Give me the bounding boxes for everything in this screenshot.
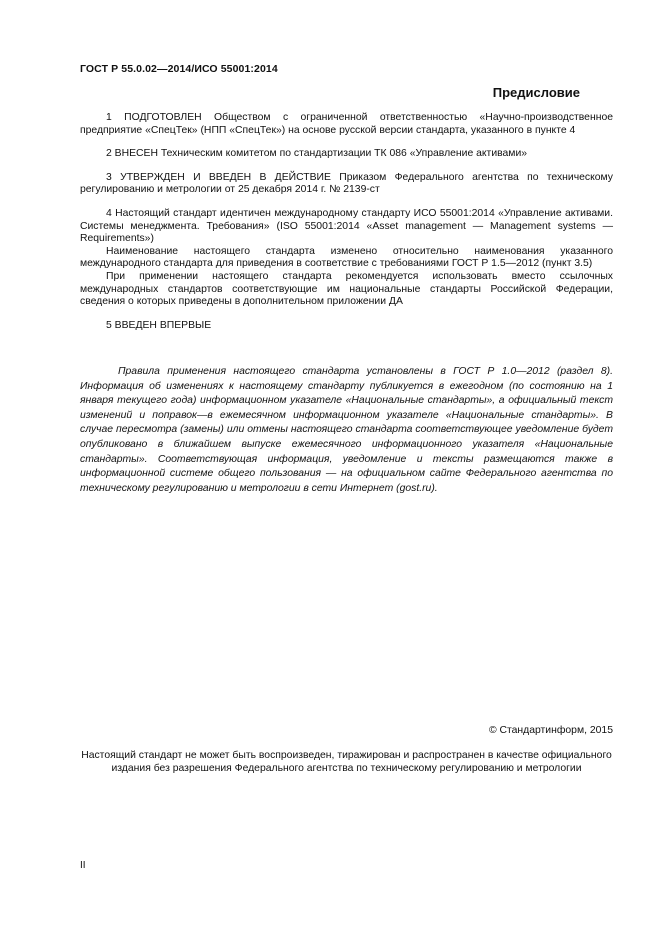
- paragraph-approved: 3 УТВЕРЖДЕН И ВВЕДЕН В ДЕЙСТВИЕ Приказом Федерального агентства по техническому регулированию и метрологии от 25 декабря 2014 г. № 2139-ст: [80, 171, 613, 196]
- page-title: Предисловие: [492, 85, 580, 100]
- paragraph-identical: 4 Настоящий стандарт идентичен международному стандарту ИСО 55001:2014 «Управление активами. Системы менеджмента. Требования» (ISO 55001:2014 «Asset management — Management systems — Requirements»): [80, 207, 613, 245]
- preface-body: [80, 112, 613, 332]
- document-code: ГОСТ Р 55.0.02—2014/ИСО 55001:2014: [80, 63, 278, 75]
- paragraph-prepared: 1 ПОДГОТОВЛЕН Обществом с ограниченной ответственностью «Научно-производственное предприятие «СпецТек» (НПП «СпецТек») на основе русской версии стандарта, указанного в пункте 4: [80, 112, 613, 136]
- paragraph-first-introduced: 5 ВВЕДЕН ВПЕРВЫЕ: [106, 319, 212, 331]
- copyright: © Стандартинформ, 2015: [488, 725, 613, 736]
- page-number: II: [80, 860, 86, 871]
- reproduction-notice: Настоящий стандарт не может быть воспроизведен, тиражирован и распространен в качестве официального издания без разрешения Федерального агентства по техническому регулированию и метрологии: [81, 750, 612, 774]
- paragraph-submitted: 2 ВНЕСЕН Техническим комитетом по стандартизации ТК 086 «Управление активами»: [106, 148, 528, 160]
- application-rules-note: Правила применения настоящего стандарта установлены в ГОСТ Р 1.0—2012 (раздел 8). Информация об изменениях к настоящему стандарту публикуется в ежегодном (по состоянию на 1 января текущего года) информационном указателе «Национальные стандарты», а официальный текст изменений и поправок—в ежемесячном информационном указателе «Национальные стандарты». В случае пересмотра (замены) или отмены настоящего стандарта соответствующее уведомление будет опубликовано в ближайшем выпуске ежемесячного информационного указателя «Национальные стандарты». Соответствующая информация, уведомление и тексты размещаются также в информационной системе общего пользования — на официальном сайте Федерального агентства по техническому регулированию и метрологии в сети Интернет (gost.ru).: [80, 366, 613, 494]
- paragraph-name-changed: Наименование настоящего стандарта изменено относительно наименования указанного международного стандарта для приведения в соответствие с требованиями ГОСТ Р 1.5—2012 (пункт 3.5): [80, 245, 613, 270]
- paragraph-references: При применении настоящего стандарта рекомендуется использовать вместо ссылочных международных стандартов соответствующие им национальные стандарты Российской Федерации, сведения о которых приведены в дополнительном приложении ДА: [80, 270, 613, 308]
